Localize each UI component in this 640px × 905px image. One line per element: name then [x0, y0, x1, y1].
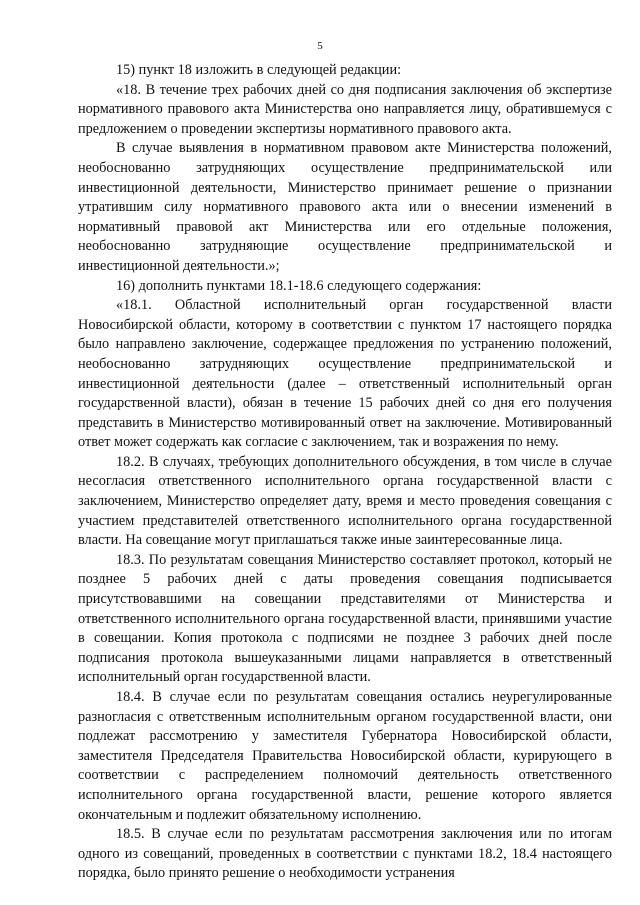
paragraph-point-18-1: «18.1. Областной исполнительный орган государственной власти Новосибирской области, которому в соответствии с пунктом 17 настоящего порядка было направлено заключение, содержащее предложения по устранению положений, необоснованно затрудняющих осуществление предпринимательской и инвестиционной деятельности (далее – ответственный исполнительный орган государственной власти), обязан в течение 15 рабочих дней со дня его получения представить в Министерство мотивированный ответ на заключение. Мотивированный ответ может содержать как согласие с заключением, так и возражения по нему. — [78, 297, 612, 451]
paragraph-point-18-5: 18.5. В случае если по результатам рассмотрения заключения или по итогам одного из совещаний, проведенных в соответствии с пунктами 18.2, 18.4 настоящего порядка, было принято решение о необходимости устранения — [78, 826, 612, 882]
page-number: 5 — [317, 40, 323, 52]
paragraph-point-18-4: 18.4. В случае если по результатам совещания остались неурегулированные разногласия с ответственным исполнительным органом государственной власти, они подлежат рассмотрению у заместителя Губернатора Новосибирской области, заместителя Председателя Правительства Новосибирской области, курирующего в соответствии с распределением полномочий деятельность ответственного исполнительного органа государственной власти, решение которого является окончательным и подлежит обязательному исполнению. — [78, 689, 612, 823]
paragraph-point-18-second: В случае выявления в нормативном правовом акте Министерства положений, необоснованно затрудняющих осуществление предпринимательской или инвестиционной деятельности, Министерство принимает решение о признании утратившим силу нормативного правового акта или о внесении изменений в нормативный правовой акт Министерства или его отдельные положения, необоснованно затрудняющие осуществление предпринимательской и инвестиционной деятельности.»; — [78, 140, 612, 274]
paragraph-point-18-2: 18.2. В случаях, требующих дополнительного обсуждения, в том числе в случае несогласия ответственного исполнительного органа государственной власти с заключением, Министерство определяет дату, время и место проведения совещания с участием представителей ответственного исполнительного органа государственной власти. На совещание могут приглашаться также иные заинтересованные лица. — [78, 453, 612, 549]
paragraph-point-18-3: 18.3. По результатам совещания Министерство составляет протокол, который не позднее 5 рабочих дней с даты проведения совещания подписывается присутствовавшими на совещании представителями от Министерства и ответственного исполнительного органа государственной власти, принявшими участие в совещании. Копия протокола с подписями не позднее 3 рабочих дней после подписания протокола вышеуказанными лицами направляется в ответственный исполнительный орган государственной власти. — [78, 551, 612, 686]
paragraph-point-18: «18. В течение трех рабочих дней со дня подписания заключения об экспертизе нормативного правового акта Министерства оно направляется лицу, обратившемуся с предложением о проведении экспертизы нормативного правового акта. — [78, 81, 612, 137]
document-body — [78, 61, 612, 884]
paragraph-item-15: 15) пункт 18 изложить в следующей редакции: — [116, 62, 402, 78]
paragraph-item-16: 16) дополнить пунктами 18.1-18.6 следующего содержания: — [116, 277, 482, 294]
